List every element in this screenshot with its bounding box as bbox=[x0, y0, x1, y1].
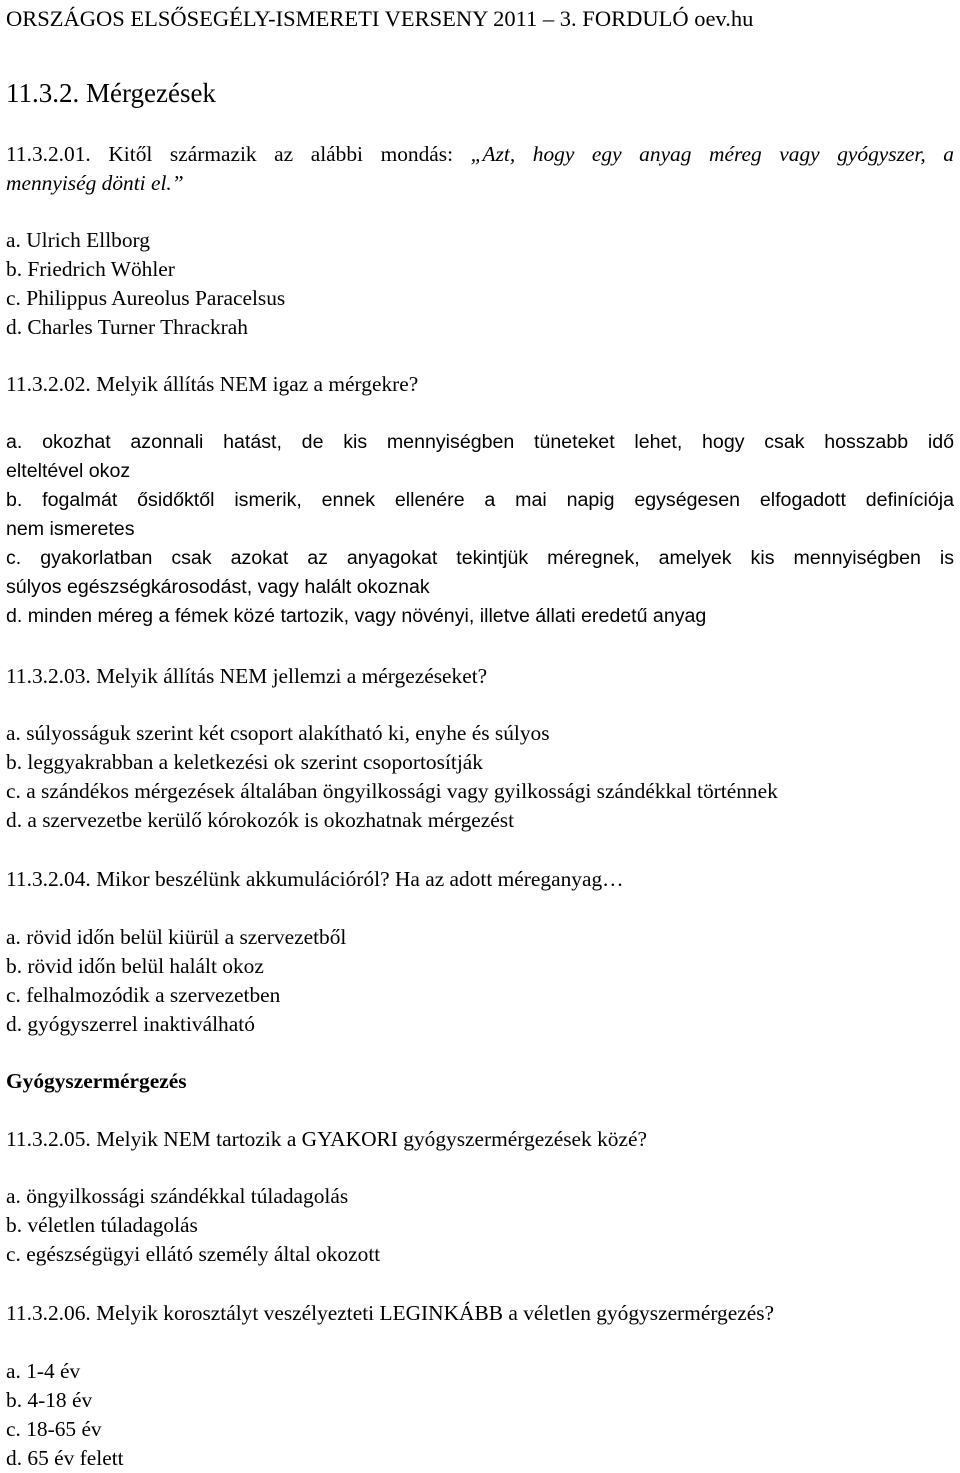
option-02-d: d. minden méreg a fémek közé tartozik, vagy növényi, illetve állati eredetű anyag bbox=[6, 605, 707, 627]
question-04-options bbox=[6, 923, 954, 1039]
option-04-b: b. rövid időn belül halált okoz bbox=[6, 954, 264, 978]
option-02-a-line-2: elteltével okoz bbox=[6, 460, 131, 482]
question-01-number: 11.3.2.01. bbox=[6, 142, 91, 166]
page-header: ORSZÁGOS ELSŐSEGÉLY-ISMERETI VERSENY 2011 – 3. FORDULÓ oev.hu bbox=[6, 6, 754, 31]
question-02 bbox=[6, 370, 954, 399]
question-04 bbox=[6, 865, 954, 894]
option-03-b: b. leggyakrabban a keletkezési ok szerint csoportosítják bbox=[6, 750, 483, 774]
option-03-a: a. súlyosságuk szerint két csoport alakítható ki, enyhe és súlyos bbox=[6, 721, 550, 745]
question-03-options bbox=[6, 719, 954, 835]
option-06-b: b. 4-18 év bbox=[6, 1388, 93, 1412]
option-06-c: c. 18-65 év bbox=[6, 1417, 102, 1441]
question-01-line-1 bbox=[6, 140, 954, 169]
option-02-a-line-1: a. okozhat azonnali hatást, de kis mennyiségben tüneteket lehet, hogy csak hosszabb idő bbox=[6, 431, 954, 453]
option-03-d: d. a szervezetbe kerülő kórokozók is okozhatnak mérgezést bbox=[6, 808, 515, 832]
question-02-options bbox=[6, 428, 954, 631]
question-01-line-2 bbox=[6, 169, 954, 198]
option-05-c: c. egészségügyi ellátó személy által okozott bbox=[6, 1242, 381, 1266]
option-02-b-line-1: b. fogalmát ősidőktől ismerik, ennek ellenére a mai napig egységesen elfogadott definíciója bbox=[6, 489, 954, 511]
question-01 bbox=[6, 140, 954, 198]
option-04-d: d. gyógyszerrel inaktiválható bbox=[6, 1012, 255, 1036]
option-01-a: a. Ulrich Ellborg bbox=[6, 228, 150, 252]
option-05-b: b. véletlen túladagolás bbox=[6, 1213, 198, 1237]
option-01-d: d. Charles Turner Thrackrah bbox=[6, 315, 248, 339]
question-05-text: 11.3.2.05. Melyik NEM tartozik a GYAKORI gyógyszermérgezések közé? bbox=[6, 1127, 647, 1151]
question-01-quote-part-1: „Azt, hogy egy anyag méreg vagy gyógyszer, a bbox=[470, 142, 954, 166]
option-05-a: a. öngyilkossági szándékkal túladagolás bbox=[6, 1184, 349, 1208]
question-03-text: 11.3.2.03. Melyik állítás NEM jellemzi a mérgezéseket? bbox=[6, 664, 488, 688]
question-06-text: 11.3.2.06. Melyik korosztályt veszélyezteti LEGINKÁBB a véletlen gyógyszermérgezés? bbox=[6, 1301, 775, 1325]
question-05-options bbox=[6, 1182, 954, 1269]
option-01-c: c. Philippus Aureolus Paracelsus bbox=[6, 286, 286, 310]
option-06-d: d. 65 év felett bbox=[6, 1446, 124, 1470]
option-03-c: c. a szándékos mérgezések általában öngyilkossági vagy gyilkossági szándékkal történnek bbox=[6, 779, 778, 803]
question-01-options bbox=[6, 226, 954, 342]
question-03 bbox=[6, 662, 954, 691]
option-04-c: c. felhalmozódik a szervezetben bbox=[6, 983, 281, 1007]
option-01-b: b. Friedrich Wöhler bbox=[6, 257, 175, 281]
question-01-lead: Kitől származik az alábbi mondás: bbox=[108, 142, 471, 166]
section-title: 11.3.2. Mérgezések bbox=[6, 78, 216, 108]
subsection-title: Gyógyszermérgezés bbox=[6, 1069, 187, 1093]
option-02-c-line-2: súlyos egészségkárosodást, vagy halált okoznak bbox=[6, 576, 430, 598]
option-02-c-line-1: c. gyakorlatban csak azokat az anyagokat tekintjük méregnek, amelyek kis mennyiségben is bbox=[6, 547, 954, 569]
subsection bbox=[6, 1067, 954, 1096]
question-02-text: 11.3.2.02. Melyik állítás NEM igaz a mérgekre? bbox=[6, 372, 419, 396]
question-01-quote-part-2: mennyiség dönti el.” bbox=[6, 171, 184, 195]
question-06-options bbox=[6, 1357, 954, 1473]
option-06-a: a. 1-4 év bbox=[6, 1359, 81, 1383]
question-04-text: 11.3.2.04. Mikor beszélünk akkumulációról? Ha az adott méreganyag… bbox=[6, 867, 624, 891]
question-06 bbox=[6, 1299, 954, 1328]
option-02-b-line-2: nem ismeretes bbox=[6, 518, 135, 540]
option-04-a: a. rövid időn belül kiürül a szervezetből bbox=[6, 925, 347, 949]
question-05 bbox=[6, 1125, 954, 1154]
